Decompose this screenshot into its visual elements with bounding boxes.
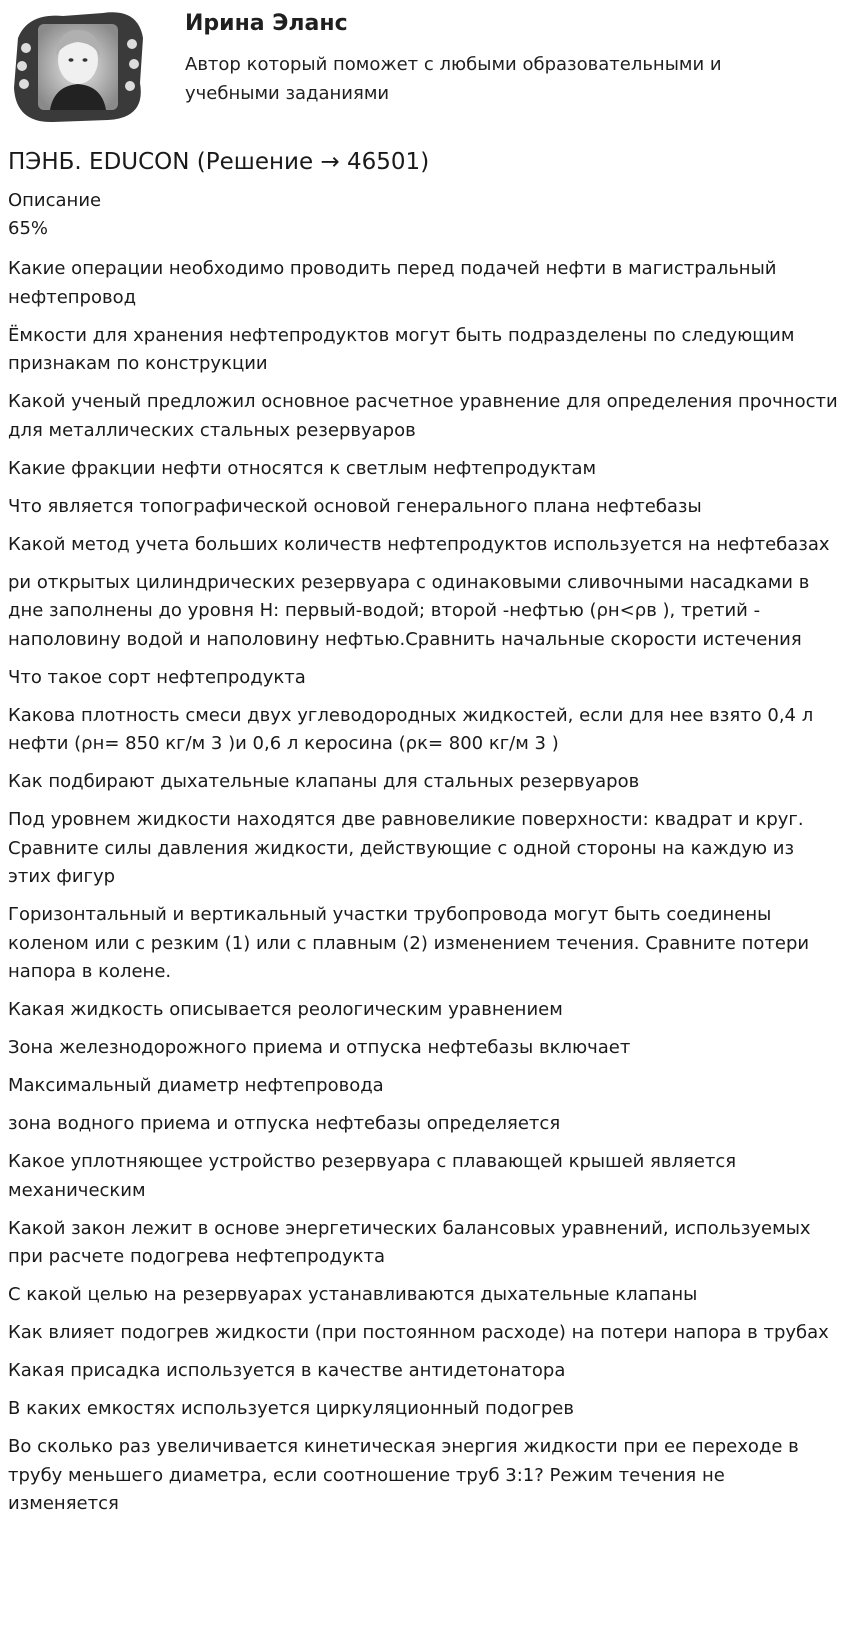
question-item: Как подбирают дыхательные клапаны для стальных резервуаров	[8, 771, 640, 792]
question-item: Какой ученый предложил основное расчетное уравнение для определения прочности для металлических стальных резервуаров	[8, 391, 838, 441]
question-item: Какое уплотняющее устройство резервуара с плавающей крышей является механическим	[8, 1151, 737, 1201]
question-item: Какой закон лежит в основе энергетических балансовых уравнений, используемых при расчете подогрева нефтепродукта	[8, 1217, 811, 1267]
question-item: Что является топографической основой генерального плана нефтебазы	[8, 495, 702, 517]
question-item: Зона железнодорожного приема и отпуска нефтебазы включает	[8, 1037, 631, 1058]
question-item: Во сколько раз увеличивается кинетическая энергия жидкости при ее переходе в трубу меньшего диаметра, если соотношение труб 3:1? Режим течения не изменяется	[8, 1436, 799, 1514]
question-item: Что такое сорт нефтепродукта	[8, 666, 306, 688]
question-item: Как влияет подогрев жидкости (при постоянном расходе) на потери напора в трубах	[8, 1322, 829, 1343]
question-item: Какова плотность смеси двух углеводородных жидкостей, если для нее взято 0,4 л нефти (ρн= 850 кг/м 3 )и 0,6 л керосина (ρк= 800 кг/м 3 )	[8, 704, 814, 754]
author-name[interactable]: Ирина Эланс	[185, 11, 348, 36]
page-title: ПЭНБ. EDUCON (Решение → 46501)	[8, 149, 430, 175]
progress-percent: 65%	[8, 218, 49, 239]
question-item: зона водного приема и отпуска нефтебазы определяется	[8, 1113, 561, 1134]
question-item: Какой метод учета больших количеств нефтепродуктов используется на нефтебазах	[8, 533, 830, 555]
question-item: В каких емкостях используется циркуляционный подогрев	[8, 1398, 574, 1419]
question-item: Под уровнем жидкости находятся две равновеликие поверхности: квадрат и круг. Сравните силы давления жидкости, действующие с одной стороны на каждую из этих фигур	[8, 809, 804, 887]
author-header	[0, 0, 847, 135]
author-description: Автор который поможет с любыми образовательными и учебными заданиями	[185, 54, 722, 104]
description-label: Описание	[8, 190, 102, 211]
author-avatar[interactable]	[8, 8, 148, 126]
question-item: Горизонтальный и вертикальный участки трубопровода могут быть соединены коленом или с резким (1) или с плавным (2) изменением течения. Сравните потери напора в колене.	[8, 904, 810, 982]
question-item: Какие фракции нефти относятся к светлым нефтепродуктам	[8, 457, 597, 479]
question-item: Какая жидкость описывается реологическим уравнением	[8, 999, 563, 1020]
question-item: С какой целью на резервуарах устанавливаются дыхательные клапаны	[8, 1284, 698, 1305]
question-item: ри открытых цилиндрических резервуара с одинаковыми сливочными насадками в дне заполнены до уровня Н: первый-водой; второй -нефтью (ρн<ρв ), третий - наполовину водой и наполовину нефтью.Сравнить начальные скорости истечения	[8, 571, 810, 650]
question-item: Какая присадка используется в качестве антидетонатора	[8, 1360, 566, 1381]
question-item: Ёмкости для хранения нефтепродуктов могут быть подразделены по следующим признакам по конструкции	[8, 324, 795, 374]
question-item: Максимальный диаметр нефтепровода	[8, 1075, 384, 1096]
question-list	[8, 255, 840, 1528]
question-item: Какие операции необходимо проводить перед подачей нефти в магистральный нефтепровод	[8, 258, 777, 308]
